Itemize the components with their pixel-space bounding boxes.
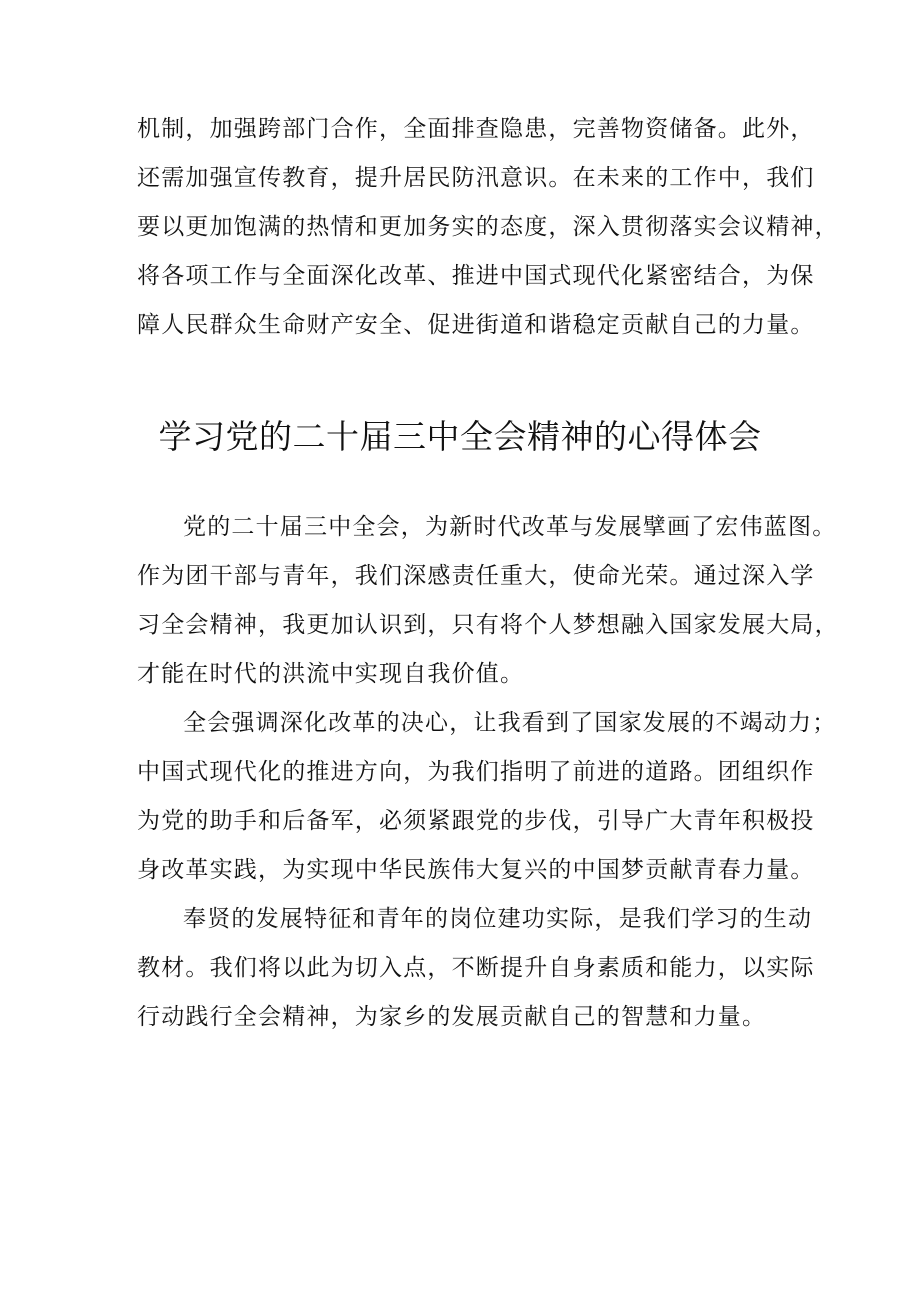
text-line: 要以更加饱满的热情和更加务实的态度，深入贯彻落实会议精神， [137, 214, 839, 240]
text-line: 全会强调深化改革的决心，让我看到了国家发展的不竭动力； [183, 710, 837, 736]
text-line: 还需加强宣传教育，提升居民防汛意识。在未来的工作中，我们 [137, 165, 815, 191]
text-line: 机制，加强跨部门合作，全面排查隐患，完善物资储备。此外， [137, 116, 815, 142]
text-line: 习全会精神，我更加认识到，只有将个人梦想融入国家发展大局， [137, 612, 839, 638]
text-line: 行动践行全会精神，为家乡的发展贡献自己的智慧和力量。 [137, 1004, 767, 1030]
article-title: 学习党的二十届三中全会精神的心得体会 [158, 417, 762, 456]
text-line: 中国式现代化的推进方向，为我们指明了前进的道路。团组织作 [137, 759, 815, 785]
text-line: 将各项工作与全面深化改革、推进中国式现代化紧密结合，为保 [137, 263, 815, 289]
text-line: 为党的助手和后备军，必须紧跟党的步伐，引导广大青年积极投 [137, 808, 815, 834]
text-line: 奉贤的发展特征和青年的岗位建功实际，是我们学习的生动 [183, 906, 813, 932]
text-line: 才能在时代的洪流中实现自我价值。 [137, 661, 525, 687]
text-line: 作为团干部与青年，我们深感责任重大，使命光荣。通过深入学 [137, 563, 815, 589]
text-line: 障人民群众生命财产安全、促进街道和谐稳定贡献自己的力量。 [137, 312, 815, 338]
text-line: 教材。我们将以此为切入点，不断提升自身素质和能力，以实际 [137, 955, 815, 981]
text-line: 身改革实践，为实现中华民族伟大复兴的中国梦贡献青春力量。 [137, 857, 815, 883]
text-line: 党的二十届三中全会，为新时代改革与发展擘画了宏伟蓝图。 [183, 514, 837, 540]
